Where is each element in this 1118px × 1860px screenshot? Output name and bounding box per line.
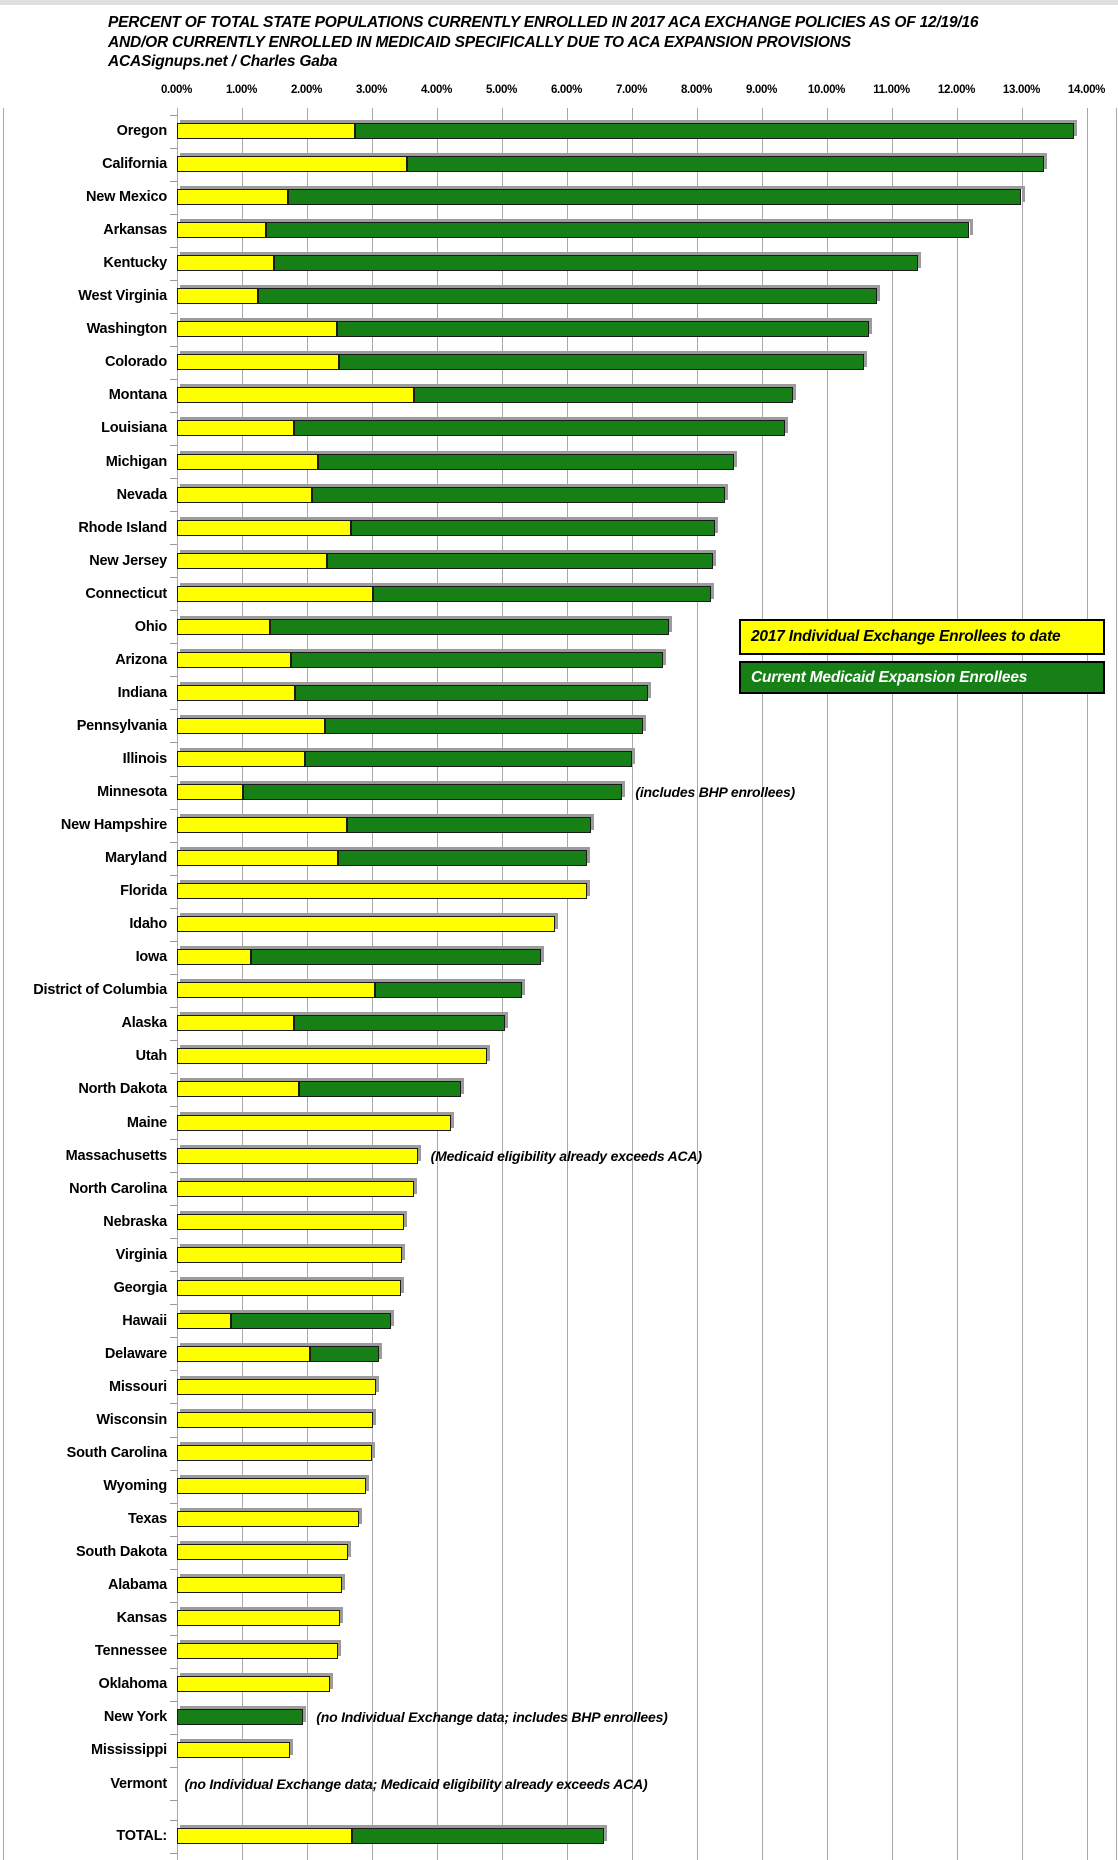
state-label: Hawaii (122, 1312, 167, 1329)
exchange-segment (177, 850, 338, 866)
exchange-segment (177, 1081, 299, 1097)
category-tick (170, 1238, 177, 1239)
state-label: Oklahoma (98, 1676, 167, 1693)
exchange-segment (177, 784, 243, 800)
exchange-segment (177, 520, 352, 536)
category-tick (170, 313, 177, 314)
state-label: Virginia (115, 1246, 167, 1263)
state-label: New York (103, 1709, 167, 1726)
category-tick (170, 511, 177, 512)
category-tick (170, 544, 177, 545)
stacked-bar (177, 817, 591, 833)
category-tick (170, 379, 177, 380)
x-axis-tick-label: 12.00% (937, 84, 976, 96)
exchange-segment (177, 1478, 367, 1494)
state-label: Florida (120, 883, 167, 900)
category-tick (170, 842, 177, 843)
exchange-segment (177, 1742, 291, 1758)
exchange-segment (177, 222, 267, 238)
category-tick (170, 1139, 177, 1140)
exchange-segment (177, 1445, 372, 1461)
exchange-segment (177, 652, 291, 668)
category-tick (170, 1205, 177, 1206)
exchange-segment (177, 1115, 452, 1131)
exchange-segment (177, 1214, 405, 1230)
x-axis-tick-label: 6.00% (550, 84, 583, 96)
stacked-bar (177, 553, 713, 569)
gridline (632, 108, 633, 1860)
exchange-segment (177, 387, 414, 403)
exchange-segment (177, 1544, 349, 1560)
exchange-segment (177, 255, 275, 271)
state-label: Alaska (121, 1015, 167, 1032)
x-axis-tick-label: 5.00% (485, 84, 518, 96)
exchange-segment (177, 817, 348, 833)
state-label: TOTAL: (116, 1828, 167, 1844)
stacked-bar (177, 255, 918, 271)
chart-title-line2: AND/OR CURRENTLY ENROLLED IN MEDICAID SPECIFICALLY DUE TO ACA EXPANSION PROVISIONS (108, 33, 851, 51)
state-label: New Mexico (86, 189, 167, 206)
legend-medicaid-item (739, 661, 1105, 694)
state-label: Ohio (134, 618, 167, 635)
exchange-segment (177, 1015, 294, 1031)
state-label: South Carolina (66, 1445, 167, 1461)
stacked-bar (177, 1280, 401, 1296)
medicaid-segment (339, 354, 864, 370)
state-label: Vermont (110, 1775, 167, 1792)
category-tick (170, 115, 177, 116)
state-label: Indiana (117, 684, 167, 701)
medicaid-segment (310, 1346, 378, 1362)
category-tick (170, 346, 177, 347)
state-label: New Jersey (89, 552, 167, 569)
state-label: North Carolina (69, 1180, 167, 1197)
x-axis-tick-label: 3.00% (355, 84, 388, 96)
medicaid-segment (347, 817, 590, 833)
category-tick (170, 1853, 177, 1854)
category-tick (170, 974, 177, 975)
x-axis-tick-label: 8.00% (680, 84, 713, 96)
stacked-bar (177, 1048, 487, 1064)
exchange-segment (177, 685, 295, 701)
state-label: Missouri (108, 1378, 167, 1395)
exchange-segment (177, 1412, 373, 1428)
row-annotation: (no Individual Exchange data; includes BHP enrollees) (316, 1709, 668, 1726)
state-label: Pennsylvania (76, 717, 167, 734)
stacked-bar (177, 1643, 338, 1659)
top-border-band (0, 0, 1118, 5)
category-tick (170, 1701, 177, 1702)
gridline (567, 108, 568, 1860)
medicaid-segment (274, 255, 918, 271)
state-label: Rhode Island (78, 519, 167, 536)
state-label: Delaware (104, 1345, 167, 1362)
stacked-bar (177, 1676, 330, 1692)
state-label: District of Columbia (33, 982, 167, 999)
stacked-bar (177, 850, 588, 866)
state-label: Michigan (105, 453, 167, 470)
stacked-bar (177, 222, 970, 238)
category-tick (170, 1820, 177, 1821)
medicaid-segment (294, 420, 785, 436)
stacked-bar (177, 1148, 418, 1164)
medicaid-segment (258, 288, 877, 304)
state-label: New Hampshire (60, 817, 167, 834)
category-tick (170, 247, 177, 248)
exchange-segment (177, 1511, 359, 1527)
category-tick (170, 1437, 177, 1438)
exchange-segment (177, 883, 587, 899)
x-axis-tick-label: 7.00% (615, 84, 648, 96)
state-label: Maine (126, 1114, 167, 1131)
medicaid-segment (305, 751, 633, 767)
exchange-segment (177, 1379, 377, 1395)
exchange-segment (177, 586, 373, 602)
category-tick (170, 577, 177, 578)
stacked-bar (177, 751, 633, 767)
category-tick (170, 1370, 177, 1371)
medicaid-segment (295, 685, 649, 701)
x-axis-tick-label: 9.00% (745, 84, 778, 96)
state-label: Tennessee (94, 1643, 167, 1660)
medicaid-segment (338, 850, 588, 866)
stacked-bar (177, 652, 663, 668)
state-label: Massachusetts (65, 1147, 167, 1164)
exchange-segment (177, 1643, 338, 1659)
category-tick (170, 1668, 177, 1669)
stacked-bar (177, 1544, 349, 1560)
stacked-bar (177, 123, 1074, 139)
stacked-bar (177, 1478, 367, 1494)
stacked-bar (177, 1742, 291, 1758)
state-label: Montana (108, 387, 167, 404)
category-tick (170, 1800, 177, 1801)
exchange-segment (177, 123, 356, 139)
medicaid-segment (266, 222, 969, 238)
stacked-bar (177, 1346, 379, 1362)
category-tick (170, 412, 177, 413)
exchange-segment (177, 354, 340, 370)
state-label: Illinois (122, 750, 167, 767)
state-label: Nebraska (103, 1213, 167, 1230)
category-tick (170, 1172, 177, 1173)
chart-title (108, 13, 1110, 72)
stacked-bar (177, 520, 716, 536)
category-tick (170, 1503, 177, 1504)
state-label: Washington (86, 321, 167, 338)
gridline (697, 108, 698, 1860)
state-label: West Virginia (78, 288, 167, 305)
category-tick (170, 1569, 177, 1570)
stacked-bar (177, 288, 877, 304)
exchange-segment (177, 1676, 330, 1692)
state-label: Kansas (116, 1610, 167, 1627)
state-label: California (102, 156, 167, 173)
category-tick (170, 643, 177, 644)
stacked-bar (177, 949, 541, 965)
stacked-bar (177, 454, 735, 470)
stacked-bar (177, 1247, 403, 1263)
category-tick (170, 148, 177, 149)
stacked-bar (177, 685, 649, 701)
exchange-segment (177, 288, 258, 304)
category-tick (170, 1337, 177, 1338)
category-tick (170, 1536, 177, 1537)
stacked-bar (177, 1115, 452, 1131)
state-label: Utah (135, 1048, 167, 1065)
stacked-bar (177, 1015, 506, 1031)
medicaid-segment (251, 949, 540, 965)
stacked-bar (177, 1081, 462, 1097)
stacked-bar (177, 1828, 605, 1844)
stacked-bar (177, 1709, 304, 1725)
medicaid-segment (318, 454, 734, 470)
medicaid-segment (312, 487, 725, 503)
medicaid-segment (291, 652, 663, 668)
exchange-segment (177, 916, 556, 932)
state-label: Mississippi (91, 1742, 167, 1759)
medicaid-segment (337, 321, 869, 337)
medicaid-segment (288, 189, 1021, 205)
state-label: Alabama (107, 1577, 167, 1594)
category-tick (170, 875, 177, 876)
state-label: Iowa (135, 949, 167, 966)
category-tick (170, 478, 177, 479)
row-annotation: (no Individual Exchange data; Medicaid eligibility already exceeds ACA) (184, 1775, 648, 1792)
category-tick (170, 676, 177, 677)
category-tick (170, 709, 177, 710)
exchange-segment (177, 1181, 415, 1197)
exchange-segment (177, 1280, 401, 1296)
category-tick (170, 610, 177, 611)
x-axis-tick-label: 4.00% (420, 84, 453, 96)
state-label: Minnesota (97, 784, 167, 800)
exchange-segment (177, 718, 326, 734)
medicaid-segment (177, 1709, 304, 1725)
exchange-segment (177, 619, 271, 635)
category-tick (170, 1007, 177, 1008)
exchange-segment (177, 1048, 487, 1064)
stacked-bar (177, 1214, 405, 1230)
category-tick (170, 1767, 177, 1768)
stacked-bar (177, 619, 670, 635)
plot-right-border (1116, 108, 1117, 1860)
gridline (762, 108, 763, 1860)
state-label: Connecticut (85, 585, 167, 602)
stacked-bar (177, 1445, 372, 1461)
category-tick (170, 941, 177, 942)
exchange-segment (177, 949, 252, 965)
category-tick (170, 776, 177, 777)
state-label: Maryland (104, 850, 167, 867)
exchange-segment (177, 189, 289, 205)
stacked-bar (177, 321, 869, 337)
category-tick (170, 1734, 177, 1735)
category-tick (170, 1635, 177, 1636)
chart-title-line1: PERCENT OF TOTAL STATE POPULATIONS CURRENTLY ENROLLED IN 2017 ACA EXCHANGE POLICIES AS OF 12/19/16 (108, 14, 979, 31)
exchange-segment (177, 751, 305, 767)
medicaid-segment (375, 982, 521, 998)
state-label: Wisconsin (96, 1411, 167, 1428)
category-tick (170, 1602, 177, 1603)
stacked-bar (177, 487, 726, 503)
stacked-bar (177, 1379, 377, 1395)
x-axis-tick-label: 14.00% (1067, 84, 1106, 96)
stacked-bar (177, 718, 643, 734)
state-label: Arizona (115, 651, 167, 668)
state-label: Nevada (116, 486, 167, 503)
state-label: Arkansas (103, 222, 167, 239)
medicaid-segment (243, 784, 623, 800)
stacked-bar (177, 1610, 341, 1626)
gridline (892, 108, 893, 1860)
medicaid-segment (270, 619, 669, 635)
stacked-bar (177, 784, 623, 800)
state-label: South Dakota (75, 1544, 167, 1561)
state-label: Louisiana (101, 420, 167, 437)
legend-exchange-label: 2017 Individual Exchange Enrollees to date (751, 628, 1061, 645)
exchange-segment (177, 1577, 343, 1593)
medicaid-segment (407, 156, 1044, 172)
stacked-bar (177, 982, 522, 998)
stacked-bar (177, 156, 1045, 172)
stacked-bar (177, 916, 556, 932)
exchange-segment (177, 1828, 353, 1844)
category-tick (170, 1271, 177, 1272)
legend-medicaid-label: Current Medicaid Expansion Enrollees (751, 668, 1028, 686)
exchange-segment (177, 487, 312, 503)
category-tick (170, 908, 177, 909)
gridline (1022, 108, 1023, 1860)
state-label: Oregon (116, 123, 167, 139)
category-tick (170, 214, 177, 215)
stacked-bar (177, 1181, 415, 1197)
medicaid-segment (414, 387, 793, 403)
category-tick (170, 445, 177, 446)
stacked-bar (177, 1313, 392, 1329)
category-tick (170, 1470, 177, 1471)
x-axis-tick-label: 13.00% (1002, 84, 1041, 96)
state-label: North Dakota (78, 1081, 167, 1098)
exchange-segment (177, 1610, 341, 1626)
state-label: Kentucky (103, 255, 167, 272)
medicaid-segment (325, 718, 642, 734)
category-tick (170, 1106, 177, 1107)
category-tick (170, 280, 177, 281)
medicaid-segment (231, 1313, 391, 1329)
exchange-segment (177, 1247, 403, 1263)
x-axis-tick-label: 10.00% (807, 84, 846, 96)
gridline (1087, 108, 1088, 1860)
exchange-segment (177, 1346, 311, 1362)
x-axis-tick-label: 11.00% (873, 84, 910, 96)
state-label: Texas (127, 1511, 167, 1528)
stacked-bar (177, 883, 587, 899)
legend-exchange-item (739, 619, 1105, 655)
stacked-bar (177, 420, 785, 436)
stacked-bar (177, 1511, 359, 1527)
medicaid-segment (373, 586, 711, 602)
stacked-bar (177, 387, 793, 403)
gridline (827, 108, 828, 1860)
exchange-segment (177, 420, 294, 436)
stacked-bar (177, 1412, 373, 1428)
category-tick (170, 1040, 177, 1041)
category-tick (170, 181, 177, 182)
exchange-segment (177, 982, 376, 998)
x-axis-tick-label: 2.00% (290, 84, 323, 96)
exchange-segment (177, 321, 338, 337)
state-label: Idaho (129, 916, 167, 933)
stacked-bar (177, 1577, 343, 1593)
exchange-segment (177, 156, 408, 172)
category-tick (170, 1304, 177, 1305)
medicaid-segment (355, 123, 1073, 139)
exchange-segment (177, 454, 319, 470)
exchange-segment (177, 1313, 232, 1329)
category-tick (170, 809, 177, 810)
x-axis-tick-label: 0.00% (160, 84, 193, 96)
stacked-bar (177, 354, 864, 370)
medicaid-segment (299, 1081, 462, 1097)
category-tick (170, 1073, 177, 1074)
exchange-segment (177, 1148, 418, 1164)
category-tick (170, 1403, 177, 1404)
row-annotation: (includes BHP enrollees) (635, 784, 796, 800)
state-label: Georgia (113, 1279, 167, 1296)
x-axis-tick-label: 1.00% (225, 84, 258, 96)
exchange-segment (177, 553, 328, 569)
state-label: Wyoming (103, 1478, 167, 1495)
stacked-bar (177, 189, 1022, 205)
medicaid-segment (327, 553, 712, 569)
medicaid-segment (352, 1828, 604, 1844)
category-tick (170, 742, 177, 743)
row-annotation: (Medicaid eligibility already exceeds ACA) (430, 1147, 702, 1164)
medicaid-segment (294, 1015, 506, 1031)
medicaid-segment (351, 520, 715, 536)
gridline (957, 108, 958, 1860)
state-label: Colorado (104, 354, 167, 371)
stacked-bar (177, 586, 711, 602)
chart-title-line3: ACASignups.net / Charles Gaba (108, 53, 338, 70)
